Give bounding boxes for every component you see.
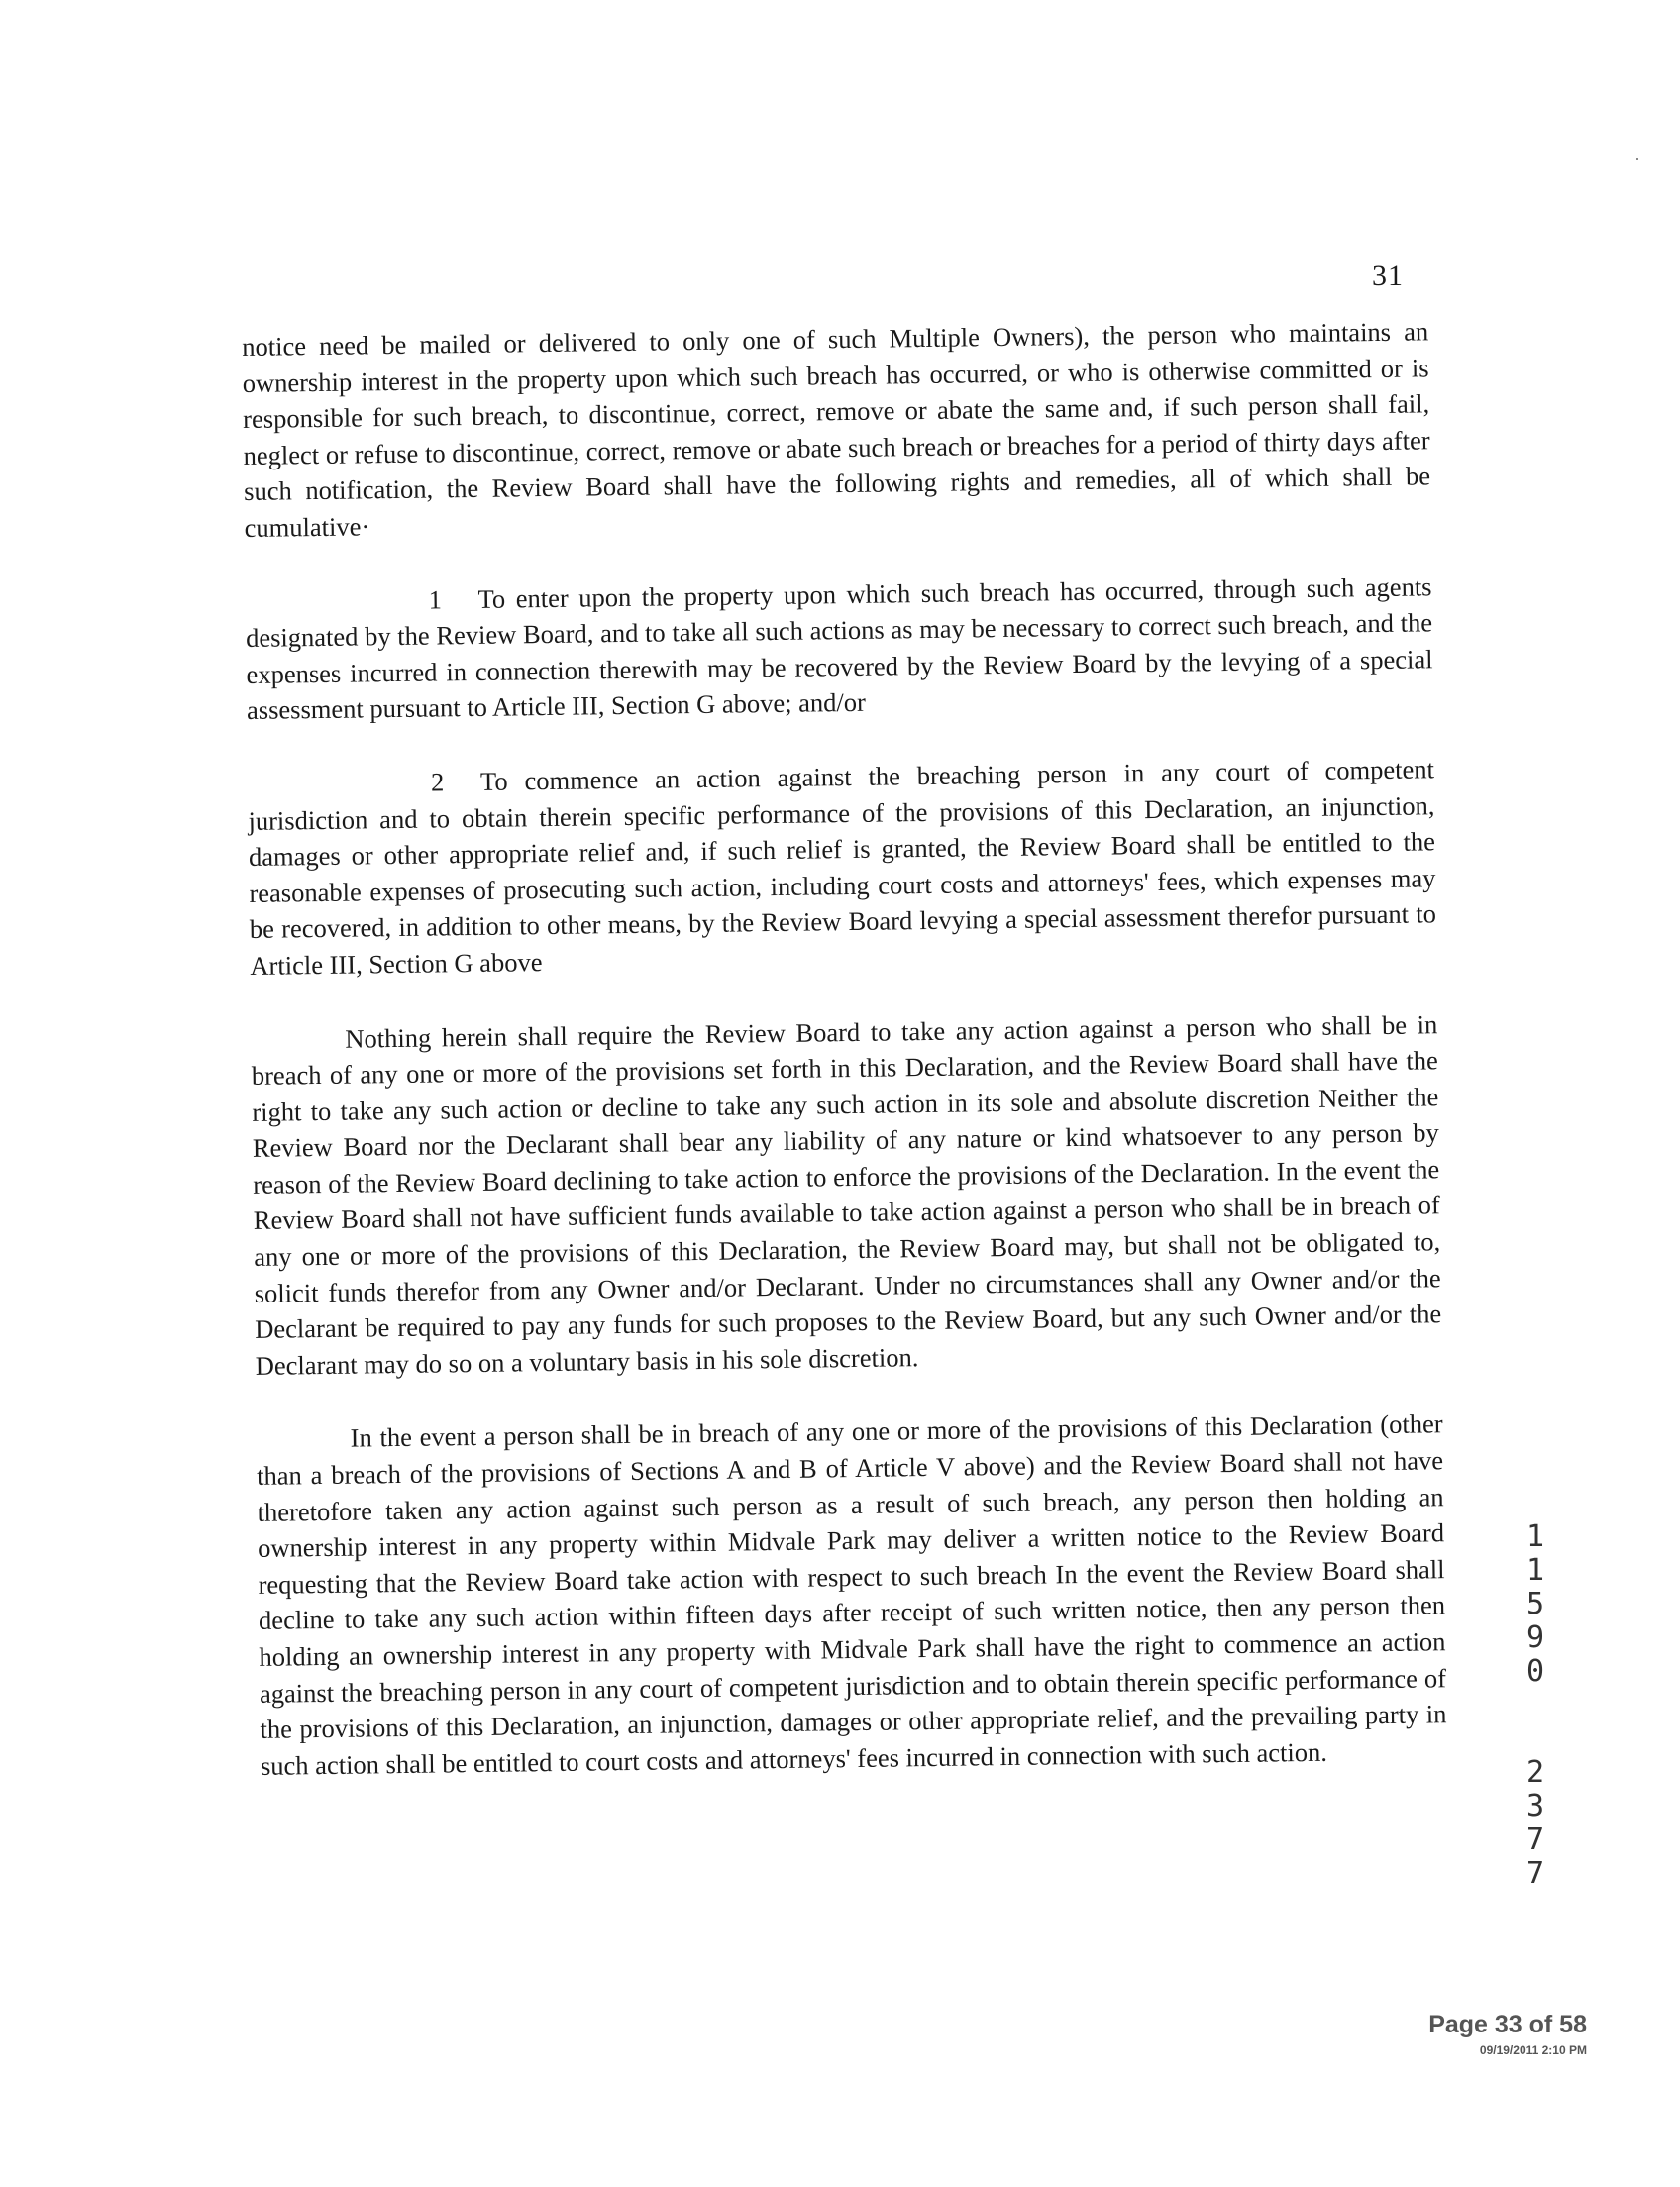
footer-page-label: Page 33 of 58 [1428, 2011, 1587, 2038]
list-item-2 [248, 751, 1437, 984]
list-item-1 [245, 569, 1433, 729]
footer-timestamp: 09/19/2011 2:10 PM [1479, 2043, 1587, 2057]
recording-stamp [1521, 1520, 1550, 1891]
paragraph-in-the-event: In the event a person shall be in breach of any one or more of the provisions of this Declaration (other than a breach of the provisions of Sections A and B of Article V above) and the Review Board shall not have theretofore taken any action against such person as a result of such breach, any person then holding an ownership interest in any property within Midvale Park may deliver a written notice to the Review Board requesting that the Review Board take action with respect to such breach In the event the Review Board shall decline to take any such action within fifteen days after receipt of such written notice, then any person then holding an ownership interest in any property with Midvale Park shall have the right to commence an action against the breaching person in any court of competent jurisdiction and to obtain therein specific performance of the provisions of this Declaration, an injunction, damages or other appropriate relief, and the prevailing party in such action shall be entitled to court costs and attorneys' fees incurred in connection with such action. [256, 1408, 1447, 1781]
stamp-digit: 1 [1525, 1553, 1545, 1588]
list-item-text: To commence an action against the breaching person in any court of competent jurisdiction and to obtain therein specific performance of the provisions of this Declaration, an injunction, damages or other appropriate relief and, if such relief is granted, the Review Board shall be entitled to the reasonable expenses of prosecuting such action, including court costs and attorneys' fees, which expenses may be recovered, in addition to other means, by the Review Board levying a special assessment therefor pursuant to Article III, Section G above [248, 754, 1437, 981]
list-item-number: 1 [428, 583, 443, 615]
stamp-digit: 5 [1525, 1587, 1545, 1621]
list-item-number: 2 [430, 767, 445, 797]
stamp-digit: 2 [1525, 1755, 1545, 1790]
document-body [242, 313, 1448, 1822]
list-item-text: To enter upon the property upon which such breach has occurred, through such agents designated by the Review Board, and to take all such actions as may be necessary to correct such breach, and the expenses incurred in connection therewith may be recovered by the Review Board by the levying of a special assessment pursuant to Article III, Section G above; and/or [245, 571, 1433, 726]
page-number: 31 [1372, 260, 1404, 292]
stamp-digit: 1 [1525, 1519, 1545, 1554]
stamp-gap [1521, 1689, 1550, 1756]
stamp-digit: 0 [1525, 1654, 1545, 1689]
stamp-digit: 7 [1525, 1822, 1545, 1857]
paragraph-notice-continued: notice need be mailed or delivered to only one of such Multiple Owners), the person who maintains an ownership interest in the property upon which such breach has occurred, or who is otherwise committed or is responsible for such breach, to discontinue, correct, remove or abate the same and, if such person shall fail, neglect or refuse to discontinue, correct, remove or abate such breach or breaches for a period of thirty days after such notification, the Review Board shall have the following rights and remedies, all of which shall be cumulative· [242, 316, 1431, 543]
paragraph-nothing-herein: Nothing herein shall require the Review Board to take any action against a person who shall be in breach of any one or more of the provisions set forth in this Declaration, and the Review Board shall have the right to take any such action or decline to take any such action in its sole and absolute discretion Neither the Review Board nor the Declarant shall bear any liability of any nature or kind whatsoever to any person by reason of the Review Board declining to take action to enforce the provisions of the Declaration. In the event the Review Board shall not have sufficient funds available to take action against a person who shall be in breach of any one or more of the provisions of this Declaration, the Review Board may, but shall not be obligated to, solicit funds therefor from any Owner and/or Declarant. Under no circumstances shall any Owner and/or the Declarant be required to pay any funds for such proposes to the Review Board, but any such Owner and/or the Declarant may do so on a voluntary basis in his sole discretion. [251, 1008, 1442, 1381]
stamp-digit: 7 [1525, 1856, 1545, 1891]
scan-speck [1636, 158, 1638, 160]
stamp-digit: 9 [1525, 1620, 1545, 1655]
stamp-digit: 3 [1525, 1789, 1545, 1823]
